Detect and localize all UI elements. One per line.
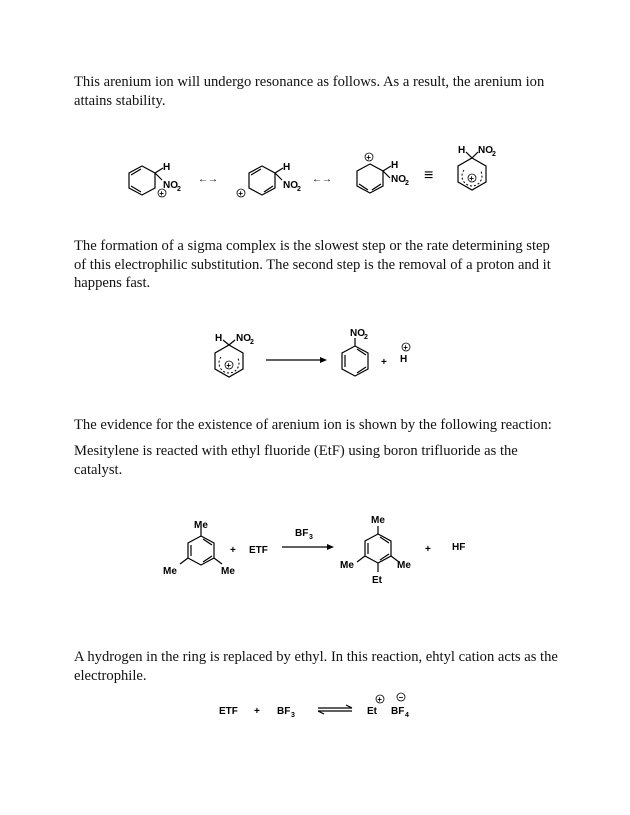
- paragraph-mesitylene: Mesitylene is reacted with ethyl fluoride (EtF) using boron trifluoride as the catalyst.: [74, 443, 518, 478]
- svg-text:2: 2: [250, 339, 254, 346]
- equilibrium-scheme: [0, 688, 630, 728]
- svg-text:+: +: [469, 174, 474, 183]
- paragraph-resonance-intro: This arenium ion will undergo resonance as follows. As a result, the arenium ion attains stability.: [74, 74, 545, 109]
- paragraph-evidence: The evidence for the existence of arenium ion is shown by the following reaction:: [74, 417, 552, 433]
- resonance-structure-3: [357, 153, 409, 193]
- arenium-ion: [215, 333, 254, 377]
- equivalence-sign: ≡: [424, 167, 434, 184]
- svg-text:2: 2: [492, 151, 496, 158]
- svg-text:ETF: ETF: [219, 706, 238, 717]
- resonance-structure-1: [129, 162, 181, 198]
- proton-removal-scheme: [0, 325, 630, 385]
- mesitylene-scheme: [0, 512, 630, 592]
- svg-text:NO: NO: [163, 180, 178, 191]
- svg-text:Et: Et: [372, 575, 382, 586]
- svg-text:H: H: [283, 162, 291, 173]
- svg-text:Et: Et: [367, 706, 377, 717]
- svg-text:Me: Me: [194, 520, 208, 531]
- svg-text:+: +: [226, 361, 231, 370]
- paragraph-ethyl-replacement: A hydrogen in the ring is replaced by ethyl. In this reaction, ehtyl cation acts as the electrophile.: [74, 649, 558, 684]
- svg-text:+: +: [403, 343, 408, 352]
- svg-text:+: +: [254, 706, 260, 717]
- svg-text:3: 3: [309, 534, 313, 541]
- svg-text:+: +: [425, 544, 431, 555]
- resonance-scheme: [0, 140, 630, 210]
- equilibrium-arrow: [318, 705, 352, 714]
- mesitylene: [163, 520, 235, 577]
- svg-text:H: H: [163, 162, 171, 173]
- svg-text:2: 2: [177, 186, 181, 193]
- svg-text:3: 3: [291, 712, 295, 719]
- svg-text:H: H: [458, 145, 466, 156]
- svg-text:H: H: [400, 354, 408, 365]
- svg-text:2: 2: [364, 334, 368, 341]
- svg-text:Me: Me: [340, 560, 354, 571]
- svg-text:NO: NO: [283, 180, 298, 191]
- svg-text:Me: Me: [163, 566, 177, 577]
- svg-text:BF: BF: [391, 706, 405, 717]
- resonance-arrow-1: ←→: [198, 174, 218, 185]
- svg-text:+: +: [381, 357, 387, 368]
- svg-text:NO: NO: [236, 333, 251, 344]
- svg-text:4: 4: [405, 712, 409, 719]
- svg-text:HF: HF: [452, 542, 466, 553]
- resonance-arrow-2: ←→: [312, 174, 332, 185]
- paragraph-sigma-complex: The formation of a sigma complex is the slowest step or the rate determining step of this electrophilic substitution. The second step is the removal of a proton and it happens fast.: [74, 238, 551, 291]
- svg-text:2: 2: [297, 186, 301, 193]
- svg-text:H: H: [391, 160, 399, 171]
- svg-text:+: +: [230, 545, 236, 556]
- svg-text:ETF: ETF: [249, 545, 268, 556]
- svg-text:BF: BF: [277, 706, 291, 717]
- nitrobenzene: [342, 328, 368, 376]
- svg-text:2: 2: [405, 180, 409, 187]
- svg-text:+: +: [377, 695, 382, 704]
- ethylmesitylene: [340, 515, 411, 586]
- resonance-structure-2: [237, 162, 301, 198]
- svg-text:H: H: [215, 333, 223, 344]
- svg-text:Me: Me: [397, 560, 411, 571]
- svg-text:Me: Me: [371, 515, 385, 526]
- svg-text:NO: NO: [350, 328, 365, 339]
- svg-text:NO: NO: [391, 174, 406, 185]
- svg-text:−: −: [398, 693, 404, 702]
- svg-text:+: +: [238, 189, 243, 198]
- svg-text:BF: BF: [295, 528, 309, 539]
- svg-text:Me: Me: [221, 566, 235, 577]
- svg-text:NO: NO: [478, 145, 493, 156]
- svg-text:+: +: [366, 153, 371, 162]
- resonance-hybrid: [458, 145, 496, 190]
- svg-text:+: +: [159, 189, 164, 198]
